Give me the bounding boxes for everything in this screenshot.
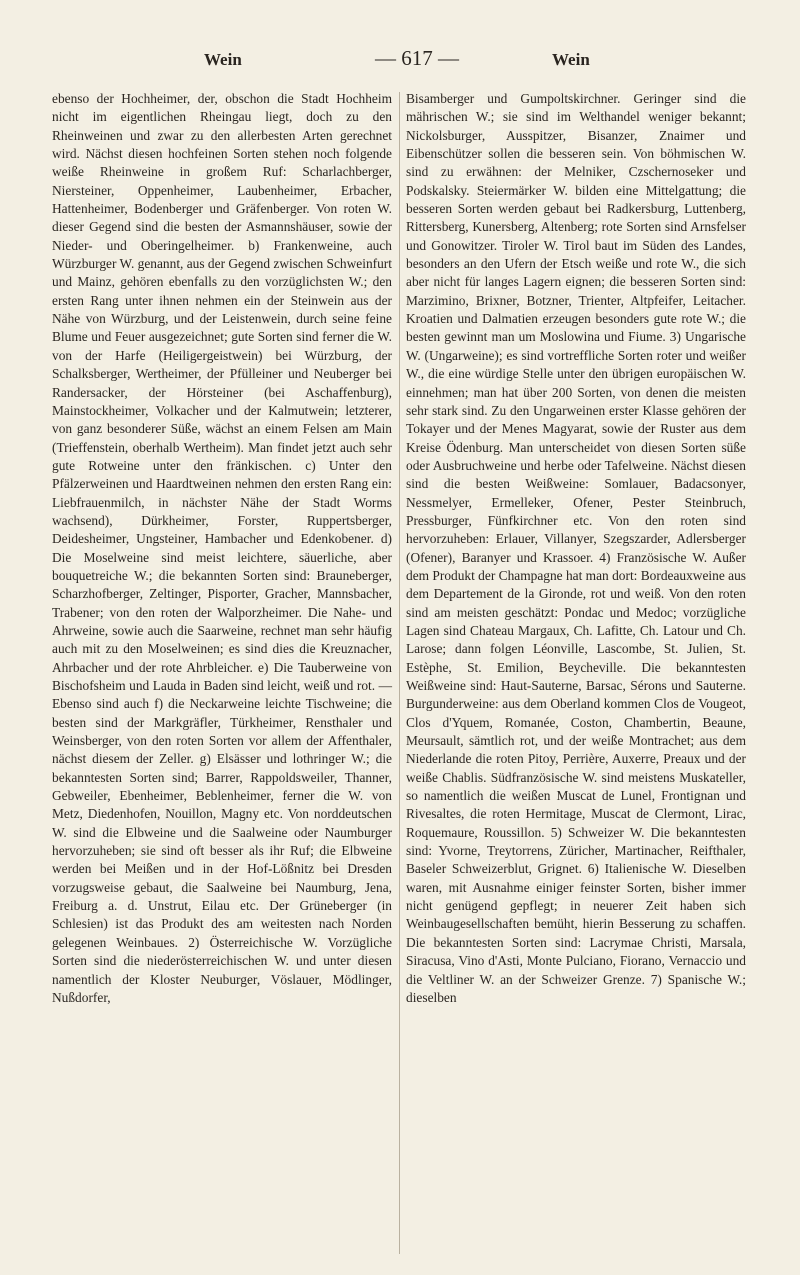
left-column-text: ebenso der Hochheimer, der, obschon die Stadt Hochheim nicht im eigentlichen Rheingau liegt, doch zu den Rheinweinen und zwar zu den allerbesten Arten gerechnet wird. Nächst diesen hochfeinen Sorten stehen noch folgende weiße Rheinweine in großem Ruf: Scharlachberger, Niersteiner, Oppenheimer, Laubenheimer, Erbacher, Hattenheimer, Bodenberger und Gräfenberger. Von roten W. dieser Gegend sind die besten der Asmannshäuser, sowie der Nieder- und Oberingelheimer. b) Frankenweine, auch Würzburger W. genannt, aus der Gegend zwischen Schweinfurt und Mainz, gehören ebenfalls zu den vorzüglichsten W.; den ersten Rang unter ihnen nehmen ein der Steinwein aus der Nähe von Würzburg, und der Leistenwein, durch seine feine Blume und Feuer ausgezeichnet; gute Sorten sind ferner die W. von der Harfe (Heiligergeistwein) bei Würzburg, der Schalksberger, Wertheimer, der Pfülleiner und Neuberger bei Randersacker, der Hörsteiner (bei Aschaffenburg), Mainstockheimer, Volkacher und der Kalmutwein; letzterer, von ganz besonderer Süße, wächst an einem Felsen am Main (Trieffenstein, oberhalb Wertheim). Man findet jetzt auch sehr gute Rotweine unter den fränkischen. c) Unter den Pfälzerweinen und Haardtweinen nehmen den ersten Rang ein: Liebfrauenmilch, in nächster Nähe der Stadt Worms wachsend), Dürkheimer, Forster, Ruppertsberger, Deidesheimer, Ungsteiner, Hambacher und Edenkobener. d) Die Moselweine sind meist leichtere, säuerliche, aber bouquetreiche W.; die bekannten Sorten sind: Brauneberger, Scharzhofberger, Zeltinger, Pisporter, Gracher, Mannsbacher, Trabener; von den roten der Walporzheimer. Die Nahe- und Ahrweine, sowie auch die Saarweine, rechnet man sehr häufig auch mit zu den Moselweinen; es sind dies die Kreuznacher, Ahrbacher und der rote Ahrbleicher. e) Die Tauberweine von Bischofsheim und Lauda in Baden sind leicht, weiß und rot. — Ebenso sind auch f) die Neckarweine leichte Tischweine; die besten sind der Markgräfler, Türkheimer, Rensthaler und Weinsberger, von den roten Sorten vor allem der Affenthaler, nächst diesem der Zeller. g) Elsässer und lothringer W.; die bekanntesten Sorten sind; Barrer, Rappoldsweiler, Thanner, Gebweiler, Ebenheimer, Beblenheimer, ferner die W. von Metz, Diedenhofen, Nouillon, Magny etc. Von norddeutschen W. sind die Elbweine und die Saalweine oder Naumburger hervorzuheben; sie sind oft besser als ihr Ruf; die Elbweine werden bei Meißen und in der Hof-Lößnitz bei Dresden vorzugsweise gebaut, die Saalweine bei Naumburg, Jena, Freiburg a. d. Unstrut, Eilau etc. Der Grüneberger (in Schlesien) ist das Produkt des am weitesten nach Norden gelegenen Weinbaues. 2) Österreichische W. Vorzügliche Sorten sind die niederösterreichischen W. und unter diesen namentlich der Kloster Neuburger, Vöslauer, Mödlinger, Nußdorfer,	[52, 91, 392, 1005]
column-divider	[399, 92, 400, 1254]
running-header	[52, 46, 748, 74]
header-left-keyword: Wein	[204, 50, 242, 69]
right-column	[406, 90, 746, 1007]
left-column	[52, 90, 392, 1007]
page-number: — 617 —	[375, 46, 459, 70]
right-column-text: Bisamberger und Gumpoltskirchner. Geringer sind die mährischen W.; sie sind im Welthandel weniger bekannt; Nickolsburger, Ausspitzer, Bisanzer, Znaimer und Eibenschützer sollen die besseren sein. Von böhmischen W. sind zu erwähnen: der Melniker, Czschernoseker und Podskalsky. Steiermärker W. bilden eine Mittelgattung; die besseren Sorten werden gebaut bei Radkersburg, Luttenberg, Rittersberg, Kunersberg, Altenberg; rote Sorten sind Arnsfelser und Gonowitzer. Tiroler W. Tirol baut im Süden des Landes, besonders an den Ufern der Etsch weiße und rote W., die sich aber nicht für langes Lagern eignen; die besseren Sorten sind: Marzimino, Brixner, Botzner, Trienter, Altpfeifer, Leitacher. Kroatien und Dalmatien erzeugen besonders gute rote W.; die besten gewinnt man um Moslowina und Fiume. 3) Ungarische W. (Ungarweine); es sind vortreffliche Sorten roter und weißer W., die eine würdige Stelle unter den übrigen europäischen W. einnehmen; man hat über 200 Sorten, von denen die meisten sehr stark sind. Zu den Ungarweinen erster Klasse gehören der Tokayer und der Menes Magyarat, sowie der Ruster aus dem Kreise Ödenburg. Man unterscheidet von diesen Sorten süße oder Ausbruchweine und herbe oder Tafelweine. Nächst diesen sind die besten Weißweine: Somlauer, Badacsonyer, Nessmelyer, Ermelleker, Ofener, Pester Steinbruch, Pressburger, Fünfkirchner etc. Von den roten sind hervorzuheben: Erlauer, Villanyer, Szegszarder, Adlersberger (Ofener), Baranyer und Krassoer. 4) Französische W. Außer dem Produkt der Champagne hat man dort: Bordeauxweine aus dem Departement de la Gironde, rot und weiß. Von den roten sind am meisten geschätzt: Pondac und Medoc; vorzügliche Lagen sind Chateau Margaux, Ch. Lafitte, Ch. Latour und Ch. Larose; dann folgen Léonville, Lascombe, St. Julien, St. Estèphe, St. Emilion, Beycheville. Die bekanntesten Weißweine sind: Haut-Sauterne, Barsac, Sérons und Sauterne. Burgunderweine: aus dem Oberland kommen Clos de Vougeot, Clos d'Yquem, Romanée, Coston, Chambertin, Beaune, Meursault, sämtlich rot, und der weiße Montrachet; aus dem Niederlande die roten Pitoy, Perrière, Auxerre, Preaux und der weiße Chablis. Südfranzösische W. sind meistens Muskateller, so namentlich die weißen Muscat de Lunel, Frontignan und Rivesaltes, die roten Hermitage, Muscat de Clermont, Lirac, Roquemaure, Roussillon. 5) Schweizer W. Die bekanntesten sind: Yvorne, Treytorrens, Züricher, Martinacher, Reifthaler, Baseler Schweizerblut, Grignet. 6) Italienische W. Dieselben waren, mit Ausnahme einiger feinster Sorten, bisher immer nicht genügend gepflegt; in neuerer Zeit haben sich Weinbaugesellschaften bemüht, hierin Besserung zu schaffen. Die bekanntesten Sorten sind: Lacrymae Christi, Marsala, Siracusa, Vino d'Asti, Monte Pulciano, Fiorano, Vernaccio und die Veltliner W. an der Schweizer Grenze. 7) Spanische W.; dieselben	[406, 91, 746, 1005]
header-right-keyword: Wein	[552, 50, 590, 69]
